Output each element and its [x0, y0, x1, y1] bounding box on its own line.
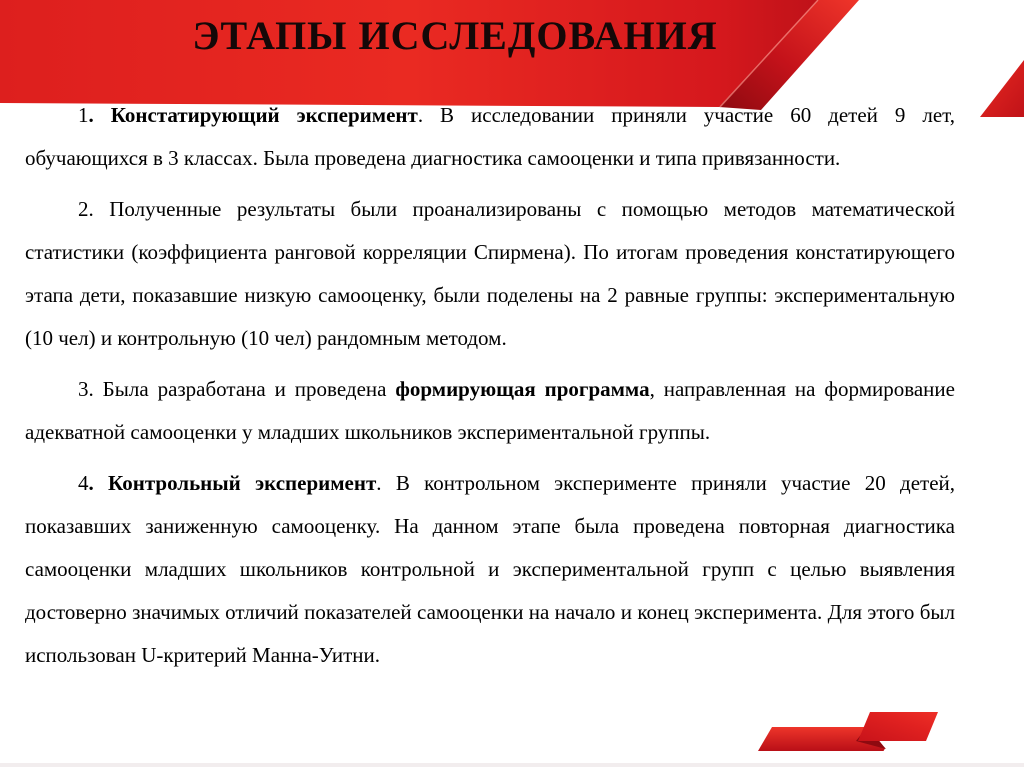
paragraph-4-kontrolnyy-eksperiment — [25, 462, 955, 677]
paragraph-2-analiz-rezultatov — [25, 188, 955, 360]
slide-title: ЭТАПЫ ИССЛЕДОВАНИЯ — [192, 13, 718, 58]
bold-text-run: . Контрольный эксперимент — [88, 471, 377, 495]
paragraphs-container — [25, 94, 955, 677]
bold-text-run: формирующая программа — [395, 377, 650, 401]
corner-triangle-shape — [980, 60, 1024, 117]
text-run: 3. Была разработана и проведена — [78, 377, 396, 401]
bold-text-run: . Констатирующий эксперимент — [88, 103, 418, 127]
ribbon-parallelogram-shape — [858, 712, 938, 741]
text-run: 1 — [78, 103, 89, 127]
slide-body — [25, 94, 955, 677]
paragraph-1-konstatiruyushchiy-eksperiment — [25, 94, 955, 180]
text-run: , направленная на формирование адекватной самооценки у младших школьников экспериментальной группы. — [25, 377, 955, 444]
bottom-edge-strip — [0, 763, 1024, 767]
text-run: . В исследовании приняли участие 60 детей 9 лет, обучающихся в 3 классах. Была проведена диагностика самооценки и типа привязанности. — [25, 103, 955, 170]
paragraph-3-formiruyushchaya-programma — [25, 368, 955, 454]
bottom-ribbon-decoration — [740, 695, 1024, 767]
text-run: . В контрольном эксперименте приняли участие 20 детей, показавших заниженную самооценку. На данном этапе была проведена повторная диагностика самооценки младших школьников контрольной и экспериментальной групп с целью выявления достоверно значимых отличий показателей самооценки на начало и конец эксперимента. Для этого был использован U-критерий Манна-Уитни. — [25, 471, 956, 667]
text-run: 4 — [78, 471, 89, 495]
text-run: 2. Полученные результаты были проанализированы с помощью методов математической статистики (коэффициента ранговой корреляции Спирмена). По итогам проведения констатирующего этапа дети, показавшие низкую самооценку, были поделены на 2 равные группы: экспериментальную (10 чел) и контрольную (10 чел) рандомным методом. — [25, 197, 955, 350]
